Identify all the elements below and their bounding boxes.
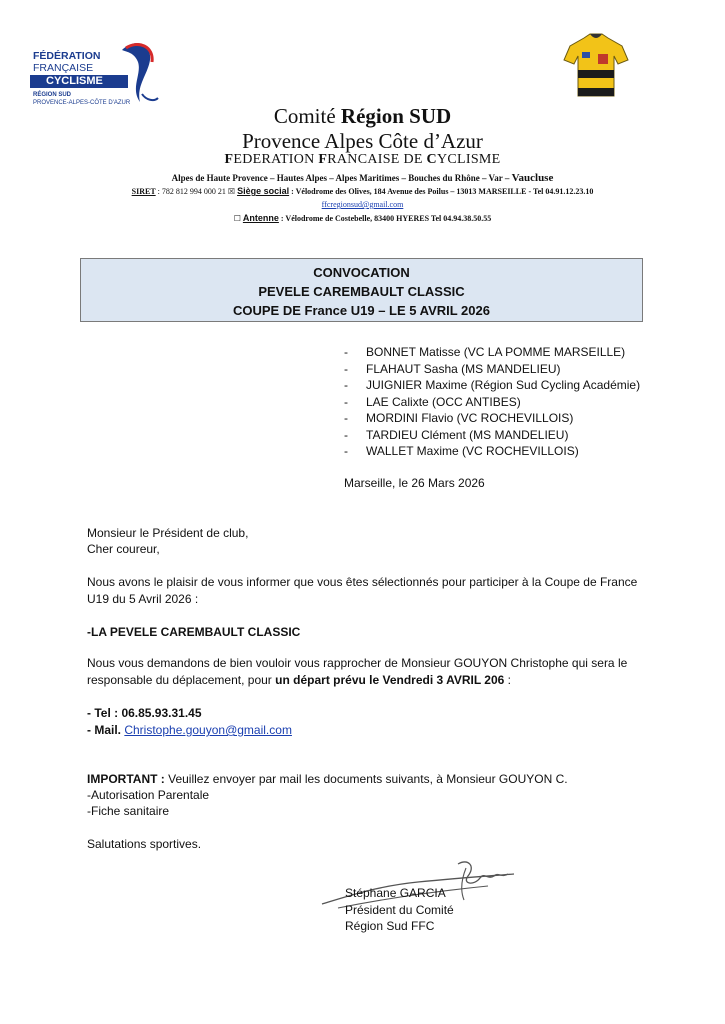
signatory-title: Président du Comité: [345, 903, 454, 917]
logo-federation: FÉDÉRATION: [33, 50, 101, 62]
para2-line2: responsable du déplacement, pour un départ prévu le Vendredi 3 AVRIL 206 :: [87, 673, 511, 687]
siret-line: SIRET : 782 812 994 000 21 ☒ Siège social : Vélodrome des Olives, 184 Avenue des Poilus – 13013 MARSEILLE - Tel 04.91.12.23.10: [131, 186, 594, 196]
signatory-org: Région Sud FFC: [345, 919, 435, 933]
cup-title: COUPE DE France U19 – LE 5 AVRIL 2026: [233, 303, 490, 318]
departments-line: Alpes de Haute Provence – Hautes Alpes – Alpes Maritimes – Bouches du Rhône – Var – Vaucluse: [171, 172, 554, 184]
mail-link[interactable]: Christophe.gouyon@gmail.com: [124, 723, 292, 737]
para1-line2: U19 du 5 Avril 2026 :: [87, 592, 199, 606]
comite-title: Comité Région SUD: [273, 104, 452, 128]
para2-line1: Nous vous demandons de bien vouloir vous rapprocher de Monsieur GOUYON Christophe qui sera le: [87, 656, 628, 670]
contact-tel: - Tel : 06.85.93.31.45: [87, 706, 202, 720]
convocation-box: [80, 258, 643, 322]
jersey-icon: [560, 30, 632, 102]
logo-region-full: PROVENCE-ALPES-CÔTE D'AZUR: [33, 100, 131, 106]
race-name: -LA PEVELE CAREMBAULT CLASSIC: [87, 625, 301, 639]
ffc-logo: [30, 38, 160, 110]
doc-sanitary: -Fiche sanitaire: [87, 804, 170, 818]
provence-title: Provence Alpes Côte d’Azur: [242, 129, 483, 153]
greeting-rider: Cher coureur,: [87, 542, 160, 556]
signatory-name: Stéphane GARCIA: [345, 886, 446, 900]
greeting-president: Monsieur le Président de club,: [87, 526, 249, 540]
email-link[interactable]: ffcregionsud@gmail.com: [321, 200, 404, 209]
para1-line1: Nous avons le plaisir de vous informer que vous êtes sélectionnés pour participer à la Coupe de France: [87, 575, 638, 589]
antenne-line: ☐ Antenne : Vélodrome de Costebelle, 83400 HYERES Tel 04.94.38.50.55: [233, 213, 492, 223]
logo-cyclisme: CYCLISME: [46, 75, 103, 87]
important-line: IMPORTANT : Veuillez envoyer par mail les documents suivants, à Monsieur GOUYON C.: [87, 772, 568, 786]
letter-date: Marseille, le 26 Mars 2026: [344, 476, 485, 490]
doc-parental: -Autorisation Parentale: [87, 788, 210, 802]
closing: Salutations sportives.: [87, 837, 202, 851]
race-title: PEVELE CAREMBAULT CLASSIC: [258, 284, 465, 299]
contact-mail: - Mail. Christophe.gouyon@gmail.com: [87, 723, 292, 737]
convocation-title: CONVOCATION: [313, 265, 410, 280]
logo-region: RÉGION SUD: [33, 92, 72, 98]
ffc-title: FEDERATION FRANCAISE DE CYCLISME: [224, 152, 501, 167]
logo-francaise: FRANÇAISE: [33, 62, 94, 74]
